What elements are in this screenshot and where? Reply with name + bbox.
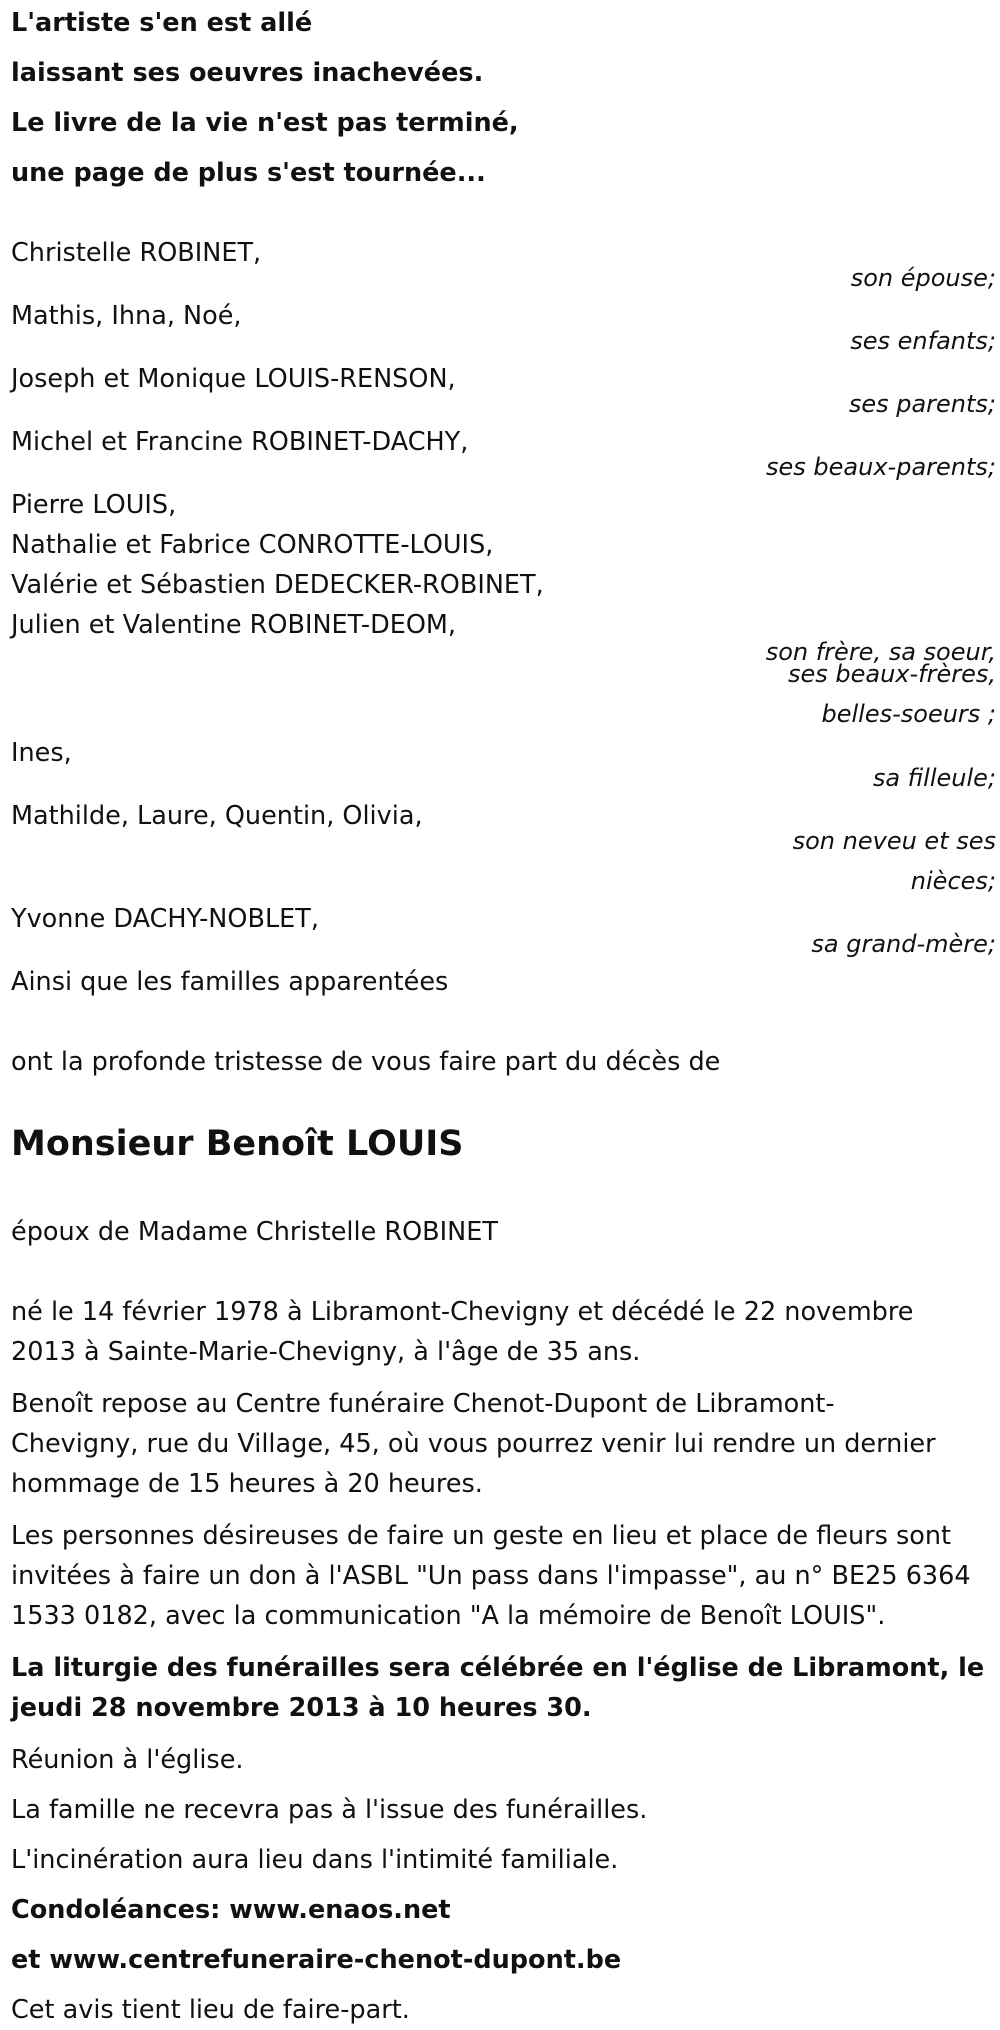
closing-text: Cet avis tient lieu de faire-part. [11, 1995, 410, 2025]
family-role-parents: ses parents; [848, 390, 996, 418]
family-name-sibling-2: Nathalie et Fabrice CONROTTE-LOUIS, [11, 530, 494, 560]
poem-line-4: une page de plus s'est tournée... [11, 158, 486, 188]
family-name-children: Mathis, Ihna, Noé, [11, 301, 242, 331]
family-role-spouse: son épouse; [850, 264, 996, 292]
related-families-text: Ainsi que les familles apparentées [11, 967, 449, 997]
family-name-sibling-3: Valérie et Sébastien DEDECKER-ROBINET, [11, 570, 544, 600]
poem-line-3: Le livre de la vie n'est pas terminé, [11, 108, 519, 138]
donation-line-2: invitées à faire un don à l'ASBL "Un pass dans l'impasse", au n° BE25 6364 [11, 1561, 971, 1591]
birth-death-line-1: né le 14 février 1978 à Libramont-Chevigny et décédé le 22 novembre [11, 1297, 914, 1327]
family-name-sibling-1: Pierre LOUIS, [11, 490, 177, 520]
liturgy-line-2: jeudi 28 novembre 2013 à 10 heures 30. [11, 1693, 592, 1723]
birth-death-line-2: 2013 à Sainte-Marie-Chevigny, à l'âge de 35 ans. [11, 1337, 641, 1367]
family-name-sibling-4: Julien et Valentine ROBINET-DEOM, [11, 610, 457, 640]
family-role-siblings-1: son frère, sa soeur, [765, 638, 996, 666]
poem-line-2: laissant ses oeuvres inachevées. [11, 58, 484, 88]
repose-line-3: hommage de 15 heures à 20 heures. [11, 1469, 483, 1499]
family-name-spouse: Christelle ROBINET, [11, 238, 262, 268]
family-name-goddaughter: Ines, [11, 738, 72, 768]
condolences-line-2: et www.centrefuneraire-chenot-dupont.be [11, 1945, 622, 1975]
poem-line-1: L'artiste s'en est allé [11, 8, 313, 38]
donation-line-1: Les personnes désireuses de faire un geste en lieu et place de fleurs sont [11, 1521, 952, 1551]
family-role-nephews-2: nièces; [910, 867, 996, 895]
liturgy-line-1: La liturgie des funérailles sera célébrée en l'église de Libramont, le [11, 1653, 985, 1683]
no-reception-text: La famille ne recevra pas à l'issue des funérailles. [11, 1795, 648, 1825]
family-role-inlaws: ses beaux-parents; [766, 453, 996, 481]
condolences-line-1: Condoléances: www.enaos.net [11, 1895, 451, 1925]
donation-line-3: 1533 0182, avec la communication "A la mémoire de Benoît LOUIS". [11, 1601, 886, 1631]
family-name-grandmother: Yvonne DACHY-NOBLET, [11, 904, 319, 934]
family-name-inlaws: Michel et Francine ROBINET-DACHY, [11, 427, 469, 457]
family-role-siblings-2: ses beaux-frères, [787, 660, 996, 688]
repose-line-1: Benoît repose au Centre funéraire Chenot-Dupont de Libramont- [11, 1389, 835, 1419]
deceased-spouse: époux de Madame Christelle ROBINET [11, 1217, 498, 1247]
family-name-nephews: Mathilde, Laure, Quentin, Olivia, [11, 801, 423, 831]
family-role-grandmother: sa grand-mère; [811, 930, 996, 958]
family-role-siblings-3: belles-soeurs ; [821, 700, 996, 728]
family-role-goddaughter: sa filleule; [872, 764, 996, 792]
announcement-text: ont la profonde tristesse de vous faire part du décès de [11, 1047, 721, 1077]
family-name-parents: Joseph et Monique LOUIS-RENSON, [11, 364, 456, 394]
deceased-name: Monsieur Benoît LOUIS [11, 1124, 464, 1164]
family-role-nephews-1: son neveu et ses [792, 827, 996, 855]
repose-line-2: Chevigny, rue du Village, 45, où vous pourrez venir lui rendre un dernier [11, 1429, 936, 1459]
meeting-text: Réunion à l'église. [11, 1745, 244, 1775]
cremation-text: L'incinération aura lieu dans l'intimité familiale. [11, 1845, 619, 1875]
family-role-children: ses enfants; [850, 327, 996, 355]
